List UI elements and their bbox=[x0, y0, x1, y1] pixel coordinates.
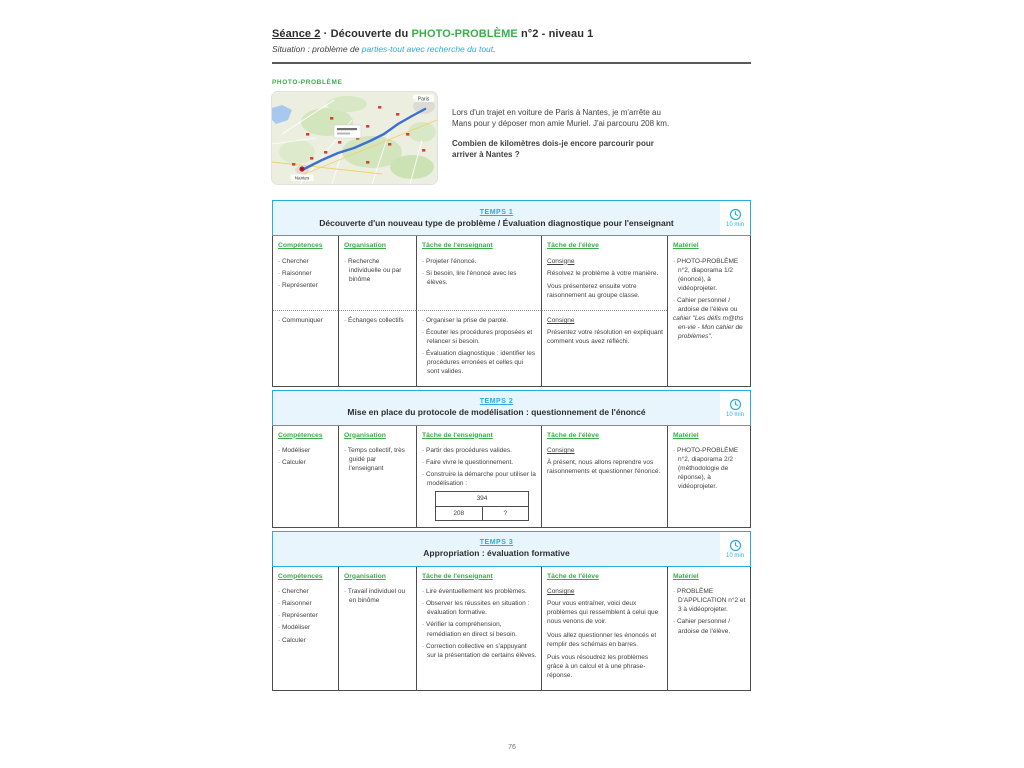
consigne-label: Consigne bbox=[547, 447, 575, 455]
temps1-subtitle: Découverte d'un nouveau type de problème / Évaluation diagnostique pour l'enseignant bbox=[319, 217, 674, 228]
temps1-title: TEMPS 1 bbox=[479, 208, 514, 216]
consigne-text: Présentez votre résolution en expliquant comment vous avez réfléchi. bbox=[547, 329, 663, 346]
clock-icon bbox=[729, 539, 742, 552]
route-info-label bbox=[334, 125, 361, 138]
bullet-item: · Chercher bbox=[278, 257, 334, 266]
bullet-item: · Représenter bbox=[278, 281, 334, 290]
temps3-header-text bbox=[273, 532, 720, 566]
column-header-eleve: Tâche de l'élève bbox=[547, 572, 599, 580]
tache-enseignant-cell bbox=[416, 567, 541, 690]
bullet-item bbox=[673, 296, 746, 341]
temps2-table bbox=[272, 426, 751, 528]
materiel-text: Cahier personnel / ardoise de l'élève ou bbox=[676, 296, 738, 313]
column-header-organisation: Organisation bbox=[344, 572, 386, 580]
competences-cell-row2 bbox=[273, 310, 338, 386]
temps3-title: TEMPS 3 bbox=[479, 539, 514, 547]
organisation-cell bbox=[338, 236, 416, 310]
bullet-item: · Chercher bbox=[278, 587, 334, 596]
column-header-eleve: Tâche de l'élève bbox=[547, 431, 599, 439]
bar-model-diagram bbox=[435, 491, 529, 520]
bullet-item: · Vérifier la compréhension, remédiation en direct si besoin. bbox=[422, 620, 537, 638]
materiel-cell bbox=[667, 567, 750, 690]
temps3-header bbox=[272, 531, 751, 567]
consigne-label: Consigne bbox=[547, 317, 575, 324]
bullet-item: · Correction collective en s'appuyant sur la présentation de certains élèves. bbox=[422, 642, 537, 660]
bullet-item: · Représenter bbox=[278, 611, 334, 620]
competences-cell bbox=[273, 236, 338, 310]
bullet-item: · Calculer bbox=[278, 458, 334, 467]
svg-text:Nantes: Nantes bbox=[294, 175, 310, 181]
problem-block bbox=[272, 92, 751, 184]
divider-rule bbox=[272, 62, 751, 64]
consigne-label: Consigne bbox=[547, 588, 575, 596]
tache-eleve-cell bbox=[541, 236, 667, 310]
clock-icon bbox=[729, 398, 742, 411]
bullet-item: · PHOTO-PROBLÈME n°2, diaporama 1/2 (énoncé), à vidéoprojeter. bbox=[673, 257, 746, 293]
temps2-header-text bbox=[273, 391, 720, 425]
column-header-enseignant: Tâche de l'enseignant bbox=[422, 572, 493, 580]
materiel-cell bbox=[667, 236, 750, 386]
paris-map-label bbox=[413, 95, 434, 103]
photo-problem-tag: PHOTO-PROBLÈME bbox=[272, 79, 343, 86]
temps1-section bbox=[272, 200, 751, 387]
bullet-item: · Évaluation diagnostique : identifier les procédures erronées et celles qui sont valides. bbox=[422, 349, 537, 376]
consigne-text: Résolvez le problème à votre manière. bbox=[547, 269, 659, 277]
bullet-item: · Modéliser bbox=[278, 446, 334, 455]
column-header-competences: Compétences bbox=[278, 431, 323, 439]
competences-cell bbox=[273, 567, 338, 690]
temps1-duration: 10 min bbox=[725, 222, 744, 228]
column-header-organisation: Organisation bbox=[344, 242, 386, 249]
title-highlight: PHOTO-PROBLÈME bbox=[411, 28, 518, 40]
column-header-competences: Compétences bbox=[278, 572, 323, 580]
temps1-header-text bbox=[273, 201, 720, 235]
consigne-label: Consigne bbox=[547, 257, 575, 265]
bullet-item: · Raisonner bbox=[278, 599, 334, 608]
temps3-timer bbox=[720, 532, 750, 566]
tache-enseignant-cell-row2 bbox=[416, 310, 541, 386]
consigne-text: Pour vous entraîner, voici deux problèmes qui ressemblent à celui que nous venons de voir. bbox=[547, 600, 659, 626]
bullet-item: · Construire la démarche pour utiliser la modélisation : bbox=[422, 470, 537, 488]
temps3-section bbox=[272, 531, 751, 691]
bullet-item: · Partir des procédures valides. bbox=[422, 446, 537, 455]
temps2-header bbox=[272, 390, 751, 426]
statement-paragraph: Lors d'un trajet en voiture de Paris à Nantes, je m'arrête au Mans pour y déposer mon amie Muriel. J'ai parcouru 208 km. bbox=[452, 108, 670, 129]
temps1-timer bbox=[720, 201, 750, 235]
situation-end: . bbox=[493, 44, 496, 54]
situation-line bbox=[272, 44, 751, 54]
seance-label: Séance 2 bbox=[272, 28, 321, 40]
title-text: · Découverte du bbox=[320, 28, 412, 40]
tache-eleve-cell bbox=[541, 567, 667, 690]
bullet-item: · Faire vivre le questionnement. bbox=[422, 458, 537, 467]
temps3-subtitle: Appropriation : évaluation formative bbox=[423, 548, 570, 559]
tache-eleve-cell-row2 bbox=[541, 310, 667, 386]
consigne-text: Puis vous résoudrez les problèmes grâce à un calcul et à une phrase-réponse. bbox=[547, 653, 649, 679]
bullet-item: · Travail individuel ou en binôme bbox=[344, 587, 412, 605]
route-map-image bbox=[272, 92, 437, 184]
temps1-header bbox=[272, 200, 751, 236]
temps3-duration: 10 min bbox=[725, 552, 744, 559]
bullet-item: · Recherche individuelle ou par binôme bbox=[344, 257, 412, 284]
bullet-item: · PHOTO-PROBLÈME n°2, diaporama 2/2 (méthodologie de réponse), à vidéoprojeter. bbox=[673, 446, 746, 491]
bullet-item: · Lire éventuellement les problèmes. bbox=[422, 587, 537, 596]
materiel-cell bbox=[667, 426, 750, 527]
organisation-cell-row2 bbox=[338, 310, 416, 386]
bar-model-part2: ? bbox=[503, 509, 508, 517]
temps3-table bbox=[272, 567, 751, 691]
title-suffix: n°2 - niveau 1 bbox=[517, 28, 594, 40]
column-header-materiel: Matériel bbox=[673, 431, 699, 439]
bar-model-total: 394 bbox=[436, 492, 528, 506]
consigne-text: À présent, nous allons reprendre vos raisonnements et questionner l'énoncé. bbox=[547, 459, 661, 476]
page-number: 76 bbox=[508, 744, 516, 751]
svg-text:Paris: Paris bbox=[417, 96, 430, 103]
temps2-duration: 10 min bbox=[725, 411, 744, 418]
bullet-item: · Temps collectif, très guidé par l'enseignant bbox=[344, 446, 412, 473]
temps2-subtitle: Mise en place du protocole de modélisation : questionnement de l'énoncé bbox=[347, 407, 646, 418]
situation-link[interactable]: parties-tout avec recherche du tout bbox=[361, 44, 494, 54]
bullet-item: · Cahier personnel / ardoise de l'élève. bbox=[673, 617, 746, 635]
organisation-cell bbox=[338, 426, 416, 527]
materiel-italic-text: cahier "Les défis m@ths en-vie - Mon cahier de problèmes". bbox=[673, 315, 744, 341]
competences-cell bbox=[273, 426, 338, 527]
bar-model-part1: 208 bbox=[436, 507, 483, 520]
tache-eleve-cell bbox=[541, 426, 667, 527]
temps1-table bbox=[272, 236, 751, 387]
bullet-item: · Modéliser bbox=[278, 623, 334, 632]
column-header-eleve: Tâche de l'élève bbox=[547, 242, 599, 249]
temps2-section bbox=[272, 390, 751, 528]
nantes-map-label bbox=[291, 175, 314, 182]
bullet-item: · Raisonner bbox=[278, 269, 334, 278]
bullet-item: · Si besoin, lire l'énoncé avec les élèves. bbox=[422, 269, 537, 287]
column-header-organisation: Organisation bbox=[344, 431, 386, 439]
situation-label: Situation : problème de bbox=[272, 44, 362, 54]
problem-statement bbox=[452, 92, 670, 184]
bullet-item: · Échanges collectifs bbox=[344, 316, 412, 325]
content-column bbox=[272, 28, 751, 691]
bullet-item: · Communiquer bbox=[278, 316, 334, 325]
consigne-text: Vous allez questionner les énoncés et remplir des schémas en barres. bbox=[547, 631, 657, 648]
statement-question: Combien de kilomètres dois-je encore parcourir pour arriver à Nantes ? bbox=[452, 139, 654, 160]
organisation-cell bbox=[338, 567, 416, 690]
column-header-materiel: Matériel bbox=[673, 242, 699, 249]
consigne-text: Vous présenterez ensuite votre raisonnement au groupe classe. bbox=[547, 282, 640, 299]
destination-pin-icon bbox=[299, 166, 304, 171]
column-header-materiel: Matériel bbox=[673, 572, 699, 580]
column-header-enseignant: Tâche de l'enseignant bbox=[422, 431, 493, 439]
temps2-timer bbox=[720, 391, 750, 425]
clock-icon bbox=[729, 208, 742, 221]
page-title bbox=[272, 28, 751, 40]
column-header-competences: Compétences bbox=[278, 242, 323, 249]
bullet-item: · Projeter l'énoncé. bbox=[422, 257, 537, 266]
bullet-item: · Organiser la prise de parole. bbox=[422, 316, 537, 325]
column-header-enseignant: Tâche de l'enseignant bbox=[422, 242, 493, 249]
bullet-item: · PROBLÈME D'APPLICATION n°2 et 3 à vidéoprojeter. bbox=[673, 587, 746, 614]
bullet-item: · Observer les réussites en situation : évaluation formative. bbox=[422, 599, 537, 617]
bullet-item: · Écouter les procédures proposées et relancer si besoin. bbox=[422, 328, 537, 346]
bullet-item: · Calculer bbox=[278, 636, 334, 645]
tache-enseignant-cell bbox=[416, 426, 541, 527]
temps2-title: TEMPS 2 bbox=[479, 398, 514, 406]
map-svg bbox=[272, 92, 437, 184]
tache-enseignant-cell bbox=[416, 236, 541, 310]
